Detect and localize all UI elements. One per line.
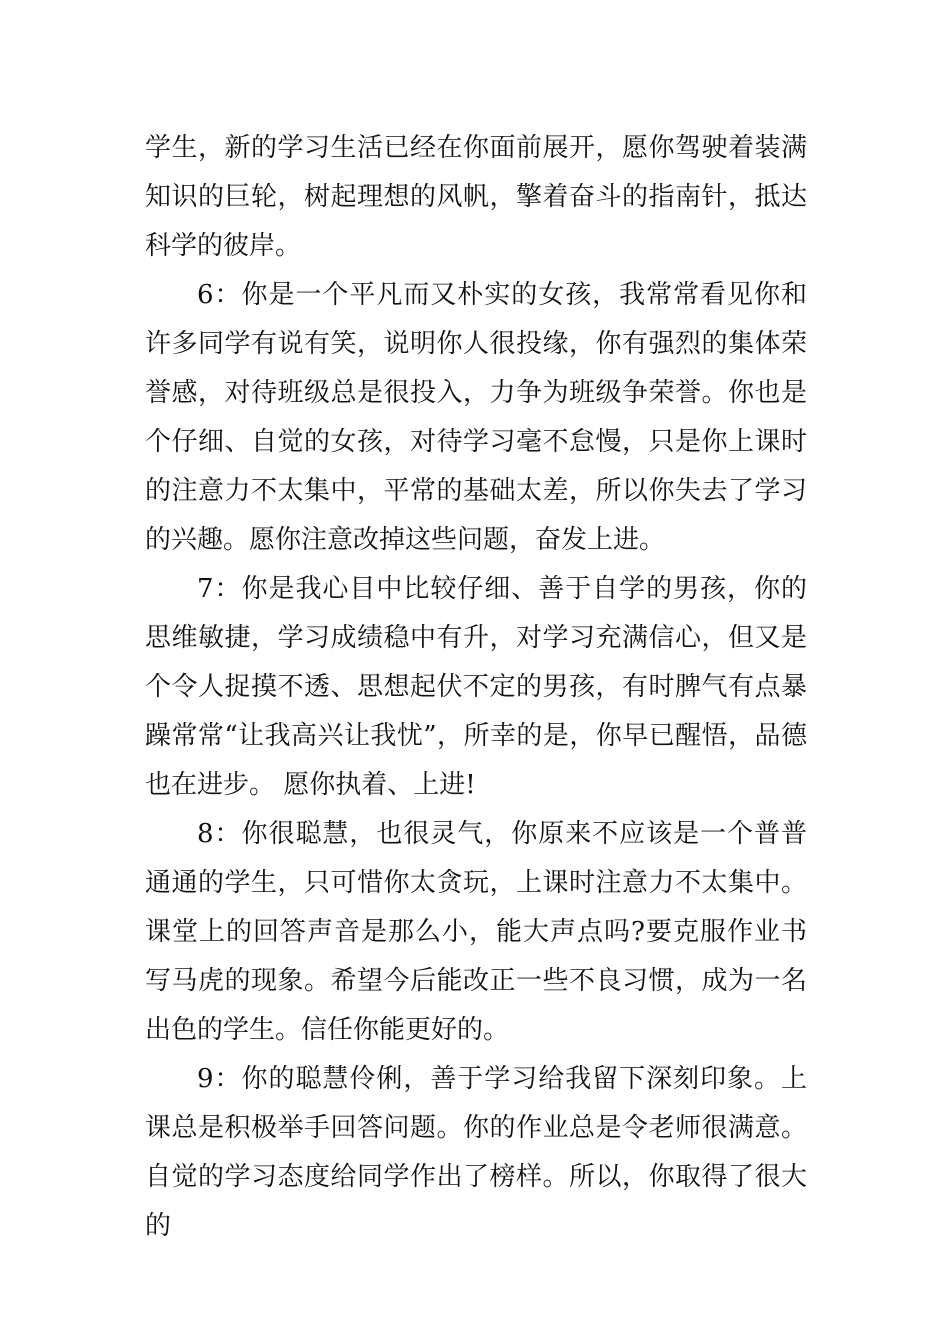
document-page [145,124,807,1251]
paragraph-comment-7: 7：你是我心目中比较仔细、善于自学的男孩，你的思维敏捷，学习成绩稳中有升，对学习充满信心，但又是个令人捉摸不透、思想起伏不定的男孩，有时脾气有点暴躁常常“让我高兴让我忧”，所幸的是，你早已醒悟，品德也在进步。 愿你执着、上进! [145,574,807,800]
paragraph-continuation: 学生，新的学习生活已经在你面前展开，愿你驾驶着装满知识的巨轮，树起理想的风帆，擎着奋斗的指南针，抵达科学的彼岸。 [145,133,807,261]
paragraph-comment-9: 9：你的聪慧伶俐，善于学习给我留下深刻印象。上课总是积极举手回答问题。你的作业总是令老师很满意。自觉的学习态度给同学作出了榜样。所以，你取得了很大的 [145,1064,807,1241]
paragraph-comment-8: 8：你很聪慧，也很灵气，你原来不应该是一个普普通通的学生，只可惜你太贪玩，上课时注意力不太集中。课堂上的回答声音是那么小，能大声点吗?要克服作业书写马虎的现象。希望今后能改正一些不良习惯，成为一名出色的学生。信任你能更好的。 [145,819,807,1045]
paragraph-comment-6: 6：你是一个平凡而又朴实的女孩，我常常看见你和许多同学有说有笑，说明你人很投缘，你有强烈的集体荣誉感，对待班级总是很投入，力争为班级争荣誉。你也是个仔细、自觉的女孩，对待学习毫不怠慢，只是你上课时的注意力不太集中，平常的基础太差，所以你失去了学习的兴趣。愿你注意改掉这些问题，奋发上进。 [145,280,807,555]
